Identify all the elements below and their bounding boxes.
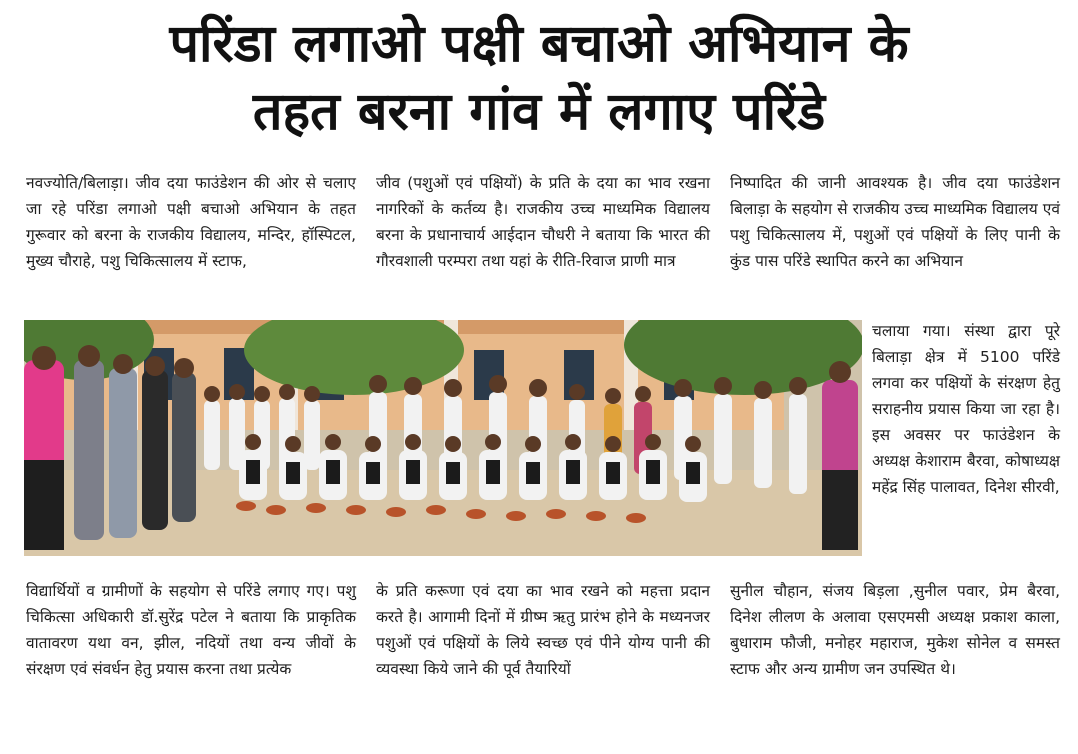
paragraph: चलाया गया। संस्था द्वारा पूरे बिलाड़ा क्षेत्र में 5100 परिंडे लगवा कर पक्षियों के संरक्षण हेतु सराहनीय प्रयास किया जा रहा है। इस अवसर पर फाउंडेशन के अध्यक्ष केशाराम बैरवा, कोषाध्यक्ष महेंद्र सिंह पालावत, दिनेश सीरवी, xyxy=(872,322,1060,496)
headline-line-1: परिंडा लगाओ पक्षी बचाओ अभियान के xyxy=(169,14,909,74)
article-column-1-bottom xyxy=(26,578,356,682)
article-column-2-bottom xyxy=(376,578,710,682)
paragraph: जीव (पशुओं एवं पक्षियों) के प्रति के दया का भाव रखना नागरिकों के कर्तव्य है। राजकीय उच्च माध्यमिक विद्यालय बरना के प्रधानाचार्य आईदान चौधरी ने बताया कि भारत की गौरवशाली परम्परा तथा यहां के रीति-रिवाज प्राणी मात्र xyxy=(376,174,710,270)
article-column-3-top xyxy=(730,170,1060,274)
headline xyxy=(20,10,1058,146)
paragraph: के प्रति करूणा एवं दया का भाव रखने को महत्ता प्रदान करते है। आगामी दिनों में ग्रीष्म ऋतु प्रारंभ होने के मध्यनजर पशुओं एवं पक्षियों के लिये स्वच्छ एवं पीने योग्य पानी की व्यवस्था किये जाने की पूर्व तैयारियों xyxy=(376,582,710,678)
article-column-1-top xyxy=(26,170,356,274)
group-photo xyxy=(24,320,862,556)
paragraph: विद्यार्थियों व ग्रामीणों के सहयोग से परिंडे लगाए गए। पशु चिकित्सा अधिकारी डॉ.सुरेंद्र पटेल ने बताया कि प्राकृतिक वातावरण यथा वन, झील, नदियों तथा वन्य जीवों के संरक्षण एवं संवर्धन हेतु प्रयास करना तथा प्रत्येक xyxy=(26,582,356,678)
paragraph: निष्पादित की जानी आवश्यक है। जीव दया फाउंडेशन बिलाड़ा के सहयोग से राजकीय उच्च माध्यमिक विद्यालय एवं पशु चिकित्सालय में, पशुओं एवं पक्षियों के लिए पानी के कुंड पास परिंडे स्थापित करने का अभियान xyxy=(730,174,1060,270)
article-column-3-bottom xyxy=(730,578,1060,682)
paragraph: नवज्योति/बिलाड़ा। जीव दया फाउंडेशन की ओर से चलाए जा रहे परिंडा लगाओ पक्षी बचाओ अभियान के तहत गुरूवार को बरना के राजकीय विद्यालय, मन्दिर, हॉस्पिटल, मुख्य चौराहे, पशु चिकित्सालय में स्टाफ, xyxy=(26,174,356,270)
article-column-3-side xyxy=(872,318,1060,500)
article-column-2-top xyxy=(376,170,710,274)
group-photo-illustration xyxy=(24,320,862,556)
paragraph: सुनील चौहान, संजय बिड़ला ,सुनील पवार, प्रेम बैरवा, दिनेश लीलण के अलावा एसएमसी अध्यक्ष प्रकाश काला, बुधाराम फौजी, मनोहर महाराज, मुकेश सोनेल व समस्त स्टाफ और अन्य ग्रामीण जन उपस्थित थे। xyxy=(730,582,1060,678)
headline-line-2: तहत बरना गांव में लगाए परिंडे xyxy=(252,82,826,142)
